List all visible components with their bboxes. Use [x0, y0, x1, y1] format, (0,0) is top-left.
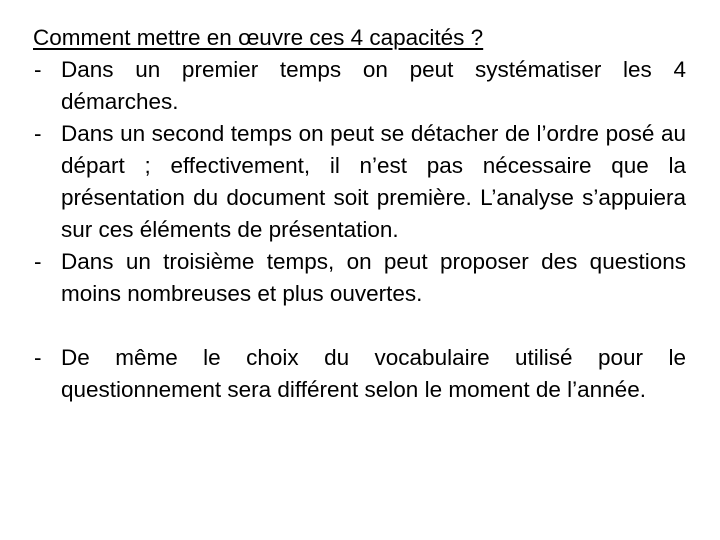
- bullet-marker: -: [34, 345, 42, 370]
- bullet-text: Dans un premier temps on peut systématiser les 4 démarches.: [61, 57, 686, 114]
- bullet-item: [33, 54, 686, 118]
- bullet-marker: -: [34, 249, 42, 274]
- bullet-text: De même le choix du vocabulaire utilisé pour le questionnement sera différent selon le moment de l’année.: [61, 345, 686, 402]
- slide-content: [33, 22, 686, 406]
- bullet-marker: -: [34, 57, 42, 82]
- bullet-item: [33, 342, 686, 406]
- bullet-text: Dans un troisième temps, on peut proposer des questions moins nombreuses et plus ouvertes.: [61, 249, 686, 306]
- bullet-text: Dans un second temps on peut se détacher de l’ordre posé au départ ; effectivement, il n’est pas nécessaire que la présentation du document soit première. L’analyse s’appuiera sur ces éléments de présentation.: [61, 121, 686, 242]
- bullet-item: [33, 118, 686, 246]
- bullet-marker: -: [34, 121, 42, 146]
- bullet-item: [33, 246, 686, 310]
- bullet-list: [33, 54, 686, 406]
- slide-title: Comment mettre en œuvre ces 4 capacités ?: [33, 25, 484, 50]
